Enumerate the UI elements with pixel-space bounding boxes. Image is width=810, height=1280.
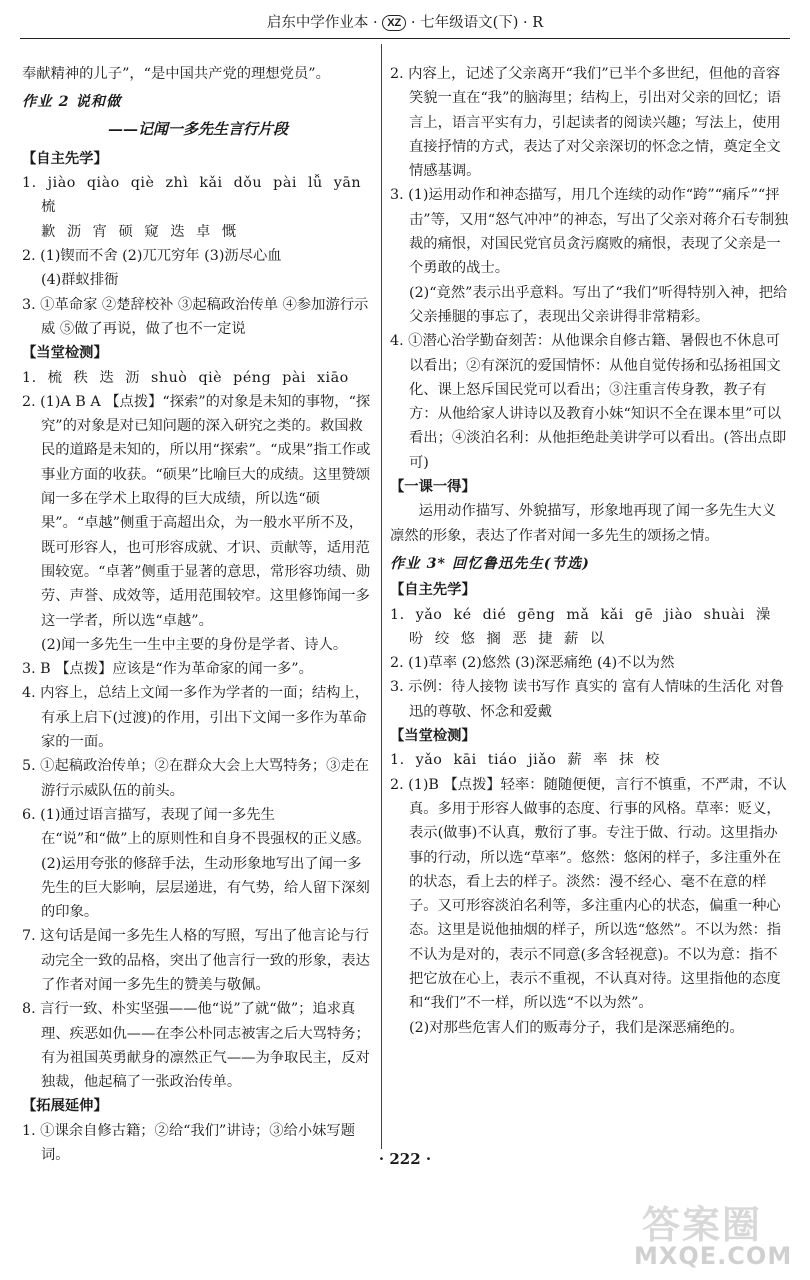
assignment-title: 作业 3* 回忆鲁迅先生(节选) bbox=[390, 555, 590, 572]
answer-subitem: (2)运用夸张的修辞手法，生动形象地写出了闻一多先生的巨大影响，层层递进，有气势，给人留下深刻的印象。 bbox=[41, 855, 370, 921]
answer-item: 1. jiào qiào qiè zhì kǎi dǒu pài lǚ yān 梳 bbox=[22, 175, 362, 216]
header-text bbox=[20, 11, 790, 32]
watermark-url: MXQE.COM bbox=[634, 1242, 793, 1270]
assignment-subtitle: ——记闻一多先生言行片段 bbox=[107, 119, 288, 138]
answer-item: 6. (1)通过语言描写，表现了闻一多先生在“说”和“做”上的原则性和自身不畏强权的正义感。 bbox=[22, 806, 371, 848]
section-heading: 【当堂检测】 bbox=[22, 345, 108, 362]
answer-item: 8. 言行一致、朴实坚强——他“说”了就“做”；追求真理、疾恶如仇——在李公朴同志被害之后大骂特务；有为祖国英勇献身的凛然正气——为争取民主，反对独裁，他起稿了一张政治传单。 bbox=[22, 1001, 370, 1091]
section-heading: 【一课一得】 bbox=[390, 479, 476, 496]
answer-item: 3. (1)运用动作和神态描写，用几个连续的动作“跨”“痛斥”“抨击”等，又用“怒气冲冲”的神态，写出了父亲对蒋介石专制独裁的痛恨，对国民党官员贪污腐败的痛恨，表现了父亲是一个勇敢的战士。 bbox=[390, 187, 789, 277]
header-badge: XZ bbox=[382, 15, 406, 31]
section-heading: 【当堂检测】 bbox=[390, 728, 476, 745]
section-heading: 【拓展延伸】 bbox=[22, 1098, 108, 1115]
answer-item: 2. (1)B 【点拨】轻率：随随便便，言行不慎重，不严肃，不认真。多用于形容人做事的态度、行事的风格。草率：贬义，表示(做事)不认真，敷衍了事。专注于做、行动。这里指办事的行动，所以选“草率”。悠然：悠闲的样子，多注重外在的状态，看上去的样子。淡然：漫不经心、毫不在意的样子。又可形容淡泊名利等，多注重内心的状态，偏重一种心态。这里是说他抽烟的样子，所以选“悠然”。不以为然：指不认为是对的，表示不同意(多含轻视意)。不以为意：指不把它放在心上，表示不重视，不认真对待。这里指他的态度和“我们”不一样，所以选“不以为然”。 bbox=[390, 776, 787, 1012]
paragraph: 奉献精神的儿子”，“是中国共产党的理想党员”。 bbox=[22, 66, 330, 82]
answer-item: 2. (1)A B A 【点拨】“探索”的对象是未知的事物，“探究”的对象是对已知问题的深入研究之类的。救国救民的道路是未知的，所以用“探索”。“成果”指工作或事业方面的收获。“硕果”比喻巨大的成绩。这里赞颂闻一多在学术上取得的巨大成绩，所以选“硕果”。“卓越”侧重于高超出众，为一般水平所不及，既可形容人，也可形容成就、才识、贡献等，适用范围较宽。“卓著”侧重于显著的意思，常形容功绩、勋劳、声誉、成效等，适用范围较窄。这里修饰闻一多这一学者，所以选“卓越”。 bbox=[22, 393, 371, 629]
header-grade-subject: · 七年级语文(下) · R bbox=[406, 15, 544, 31]
page-header bbox=[20, 4, 790, 39]
answer-item: 4. 内容上，总结上文闻一多作为学者的一面；结构上，有承上启下(过渡)的作用，引出下文闻一多作为革命家的一面。 bbox=[22, 685, 370, 751]
answer-item: 3. 示例：待人接物 读书写作 真实的 富有人情味的生活化 对鲁迅的尊敬、怀念和爱戴 bbox=[390, 679, 784, 720]
section-heading: 【自主先学】 bbox=[22, 150, 108, 167]
answer-item: 3. B 【点拨】应该是“作为革命家的闻一多”。 bbox=[22, 661, 313, 678]
header-book-title: 启东中学作业本 · bbox=[266, 15, 383, 31]
left-column bbox=[22, 62, 374, 1167]
summary-paragraph: 运用动作描写、外貌描写，形象地再现了闻一多先生大义凛然的形象，表达了作者对闻一多先生的颂扬之情。 bbox=[390, 503, 777, 544]
answer-subitem: (4)群蚁排衙 bbox=[41, 272, 119, 289]
watermark bbox=[630, 1196, 800, 1276]
answer-subitem: 歉 沥 宵 硕 窥 迭 卓 慨 bbox=[41, 223, 237, 240]
answer-item: 2. (1)草率 (2)悠然 (3)深恶痛绝 (4)不以为然 bbox=[390, 655, 675, 672]
answer-item: 5. ①起稿政治传单；②在群众大会上大骂特务；③走在游行示威队伍的前头。 bbox=[22, 758, 370, 799]
answer-subitem: (2)“竟然”表示出乎意料。写出了“我们”听得特别入神，把给父亲捶腿的事忘了，表现出父亲讲得非常精彩。 bbox=[409, 284, 788, 325]
answer-item: 1. yǎo kāi tiáo jiǎo 薪 率 抹 校 bbox=[390, 752, 660, 769]
answer-item: 7. 这句话是闻一多先生人格的写照，写出了他言论与行动完全一致的品格，突出了他言行一致的形象，表达了作者对闻一多先生的赞美与敬佩。 bbox=[22, 928, 370, 993]
answer-item: 2. (1)锲而不舍 (2)兀兀穷年 (3)沥尽心血 bbox=[22, 248, 282, 265]
section-heading: 【自主先学】 bbox=[390, 582, 476, 599]
answer-item: 1. 梳 秩 迭 沥 shuò qiè péng pài xiāo bbox=[22, 369, 349, 386]
column-divider bbox=[381, 44, 382, 1149]
right-column bbox=[390, 62, 790, 1040]
answer-subitem: 吩 绞 悠 搁 恶 捷 薪 以 bbox=[409, 630, 605, 647]
answer-item: 4. ①潜心治学勤奋刻苦：从他课余自修古籍、暑假也不休息可以看出；②有深沉的爱国情怀：从他自觉传扬和弘扬祖国文化、课上怒斥国民党可以看出；③注重言传身教，教子有方：从他给家人讲诗以及教育小妹“知识不全在课本里”可以看出；④淡泊名利：从他拒绝赴美讲学可以看出。(答出点即可) bbox=[390, 333, 787, 471]
assignment-title: 作业 2 说和做 bbox=[22, 94, 122, 111]
answer-item: 3. ①革命家 ②楚辞校补 ③起稿政治传单 ④参加游行示威 ⑤做了再说，做了也不一定说 bbox=[22, 296, 369, 337]
answer-item: 1. ①课余自修古籍；②给“我们”讲诗；③给小妹写题词。 bbox=[22, 1122, 356, 1164]
answer-item: 1. yǎo ké dié gēng mǎ kǎi gē jiào shuài 澡 bbox=[390, 606, 771, 623]
watermark-logo: 答案圈 bbox=[642, 1203, 763, 1247]
answer-subitem: (2)闻一多先生一生中主要的身份是学者、诗人。 bbox=[41, 636, 348, 653]
answer-subitem: (2)对那些危害人们的贩毒分子，我们是深恶痛绝的。 bbox=[409, 1019, 744, 1036]
answer-item: 2. 内容上，记述了父亲离开“我们”已半个多世纪，但他的音容笑貌一直在“我”的脑海里；结构上，引出对父亲的回忆；语言上，语言平实有力，引起读者的阅读兴趣；写法上，使用直接抒情的方式，表达了对父亲深切的怀念之情，奠定全文情感基调。 bbox=[390, 66, 782, 180]
page-number: · 222 · bbox=[378, 1150, 432, 1168]
